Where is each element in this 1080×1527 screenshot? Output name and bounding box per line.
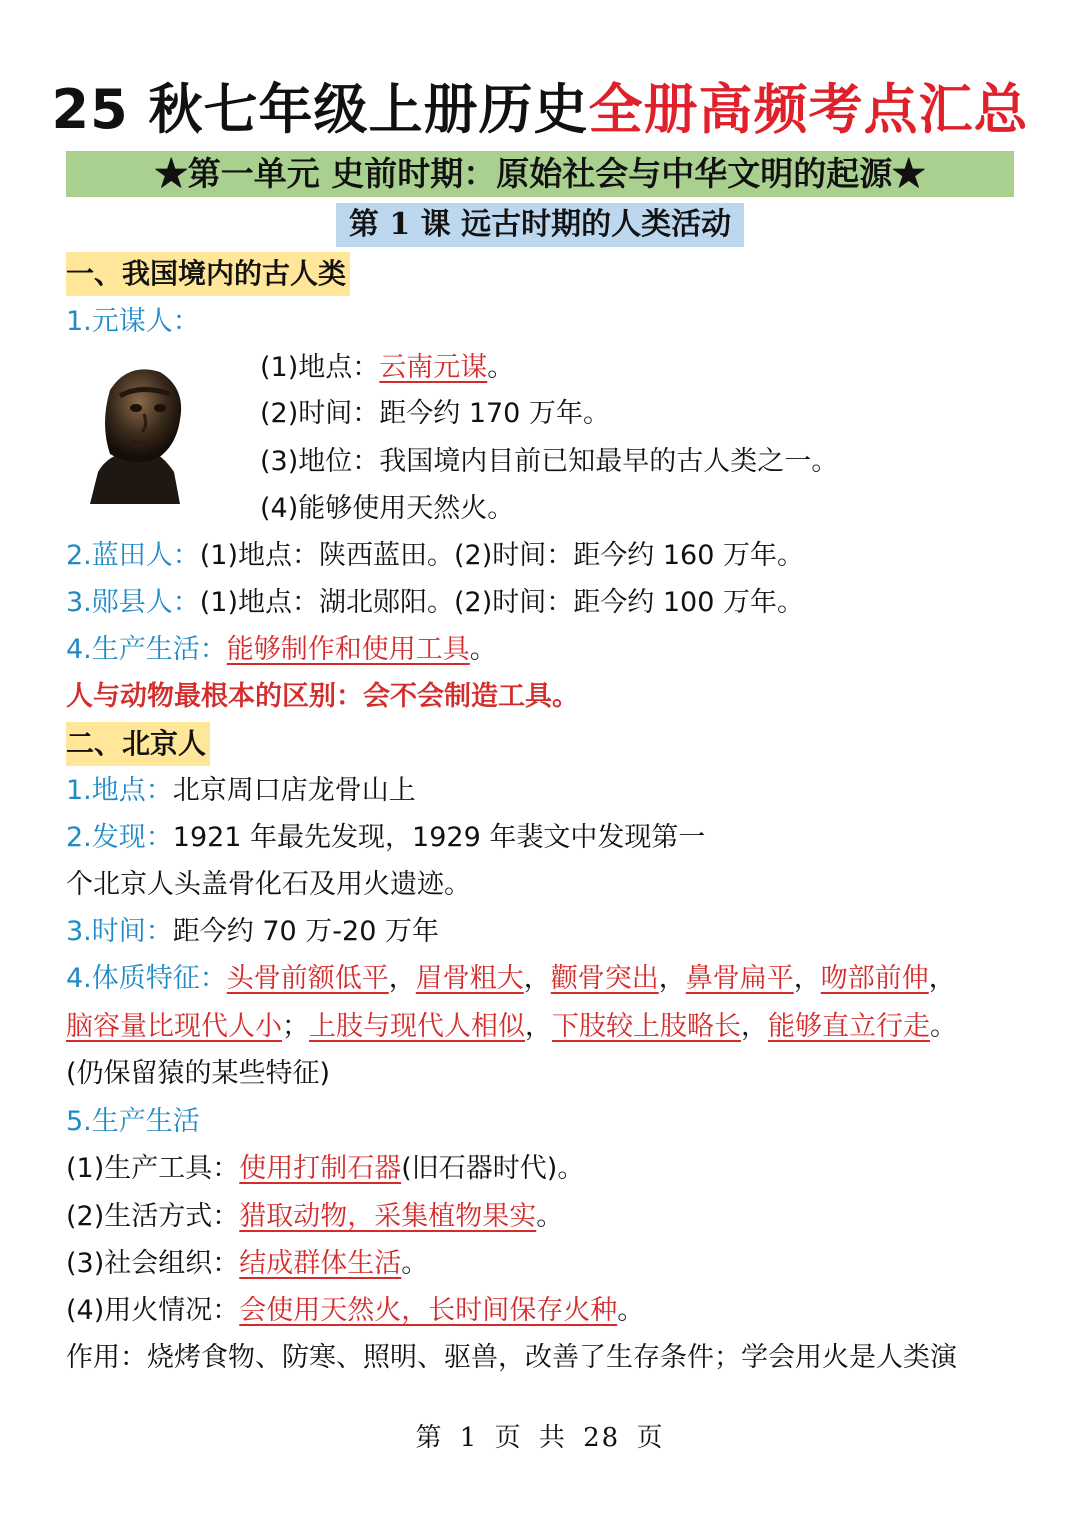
lifestyle-line: (2)生活方式：猎取动物，采集植物果实。	[66, 1201, 564, 1232]
page-footer: 第 1 页 共 28 页	[415, 1423, 665, 1453]
production-value: 能够制作和使用工具	[226, 634, 470, 665]
yuanmou-label-line	[66, 300, 200, 344]
time-label: 3.时间：	[66, 916, 173, 947]
discovery-cont: 个北京人头盖骨化石及用火遗迹。	[66, 869, 471, 900]
yuanmou-location-value: 云南元谋	[379, 352, 488, 383]
yuanmou-label: 1.元谋人：	[66, 306, 200, 337]
effect-line: 作用：烧烤食物、防寒、照明、驱兽，改善了生存条件；学会用火是人类演	[66, 1342, 957, 1373]
life-label: 5.生产生活	[66, 1106, 200, 1137]
features-label: 4.体质特征：	[66, 963, 227, 994]
time-line: 3.时间：距今约 70 万-20 万年	[66, 916, 439, 947]
feature-item: 头骨前额低平	[226, 963, 389, 994]
section-heading-1: 一、我国境内的古人类	[66, 252, 350, 296]
production-label: 4.生产生活：	[66, 634, 227, 665]
title-prefix: 25 秋七年级上册历史	[51, 78, 589, 141]
feature-item: 脑容量比现代人小	[66, 1011, 282, 1042]
features-note: (仍保留猿的某些特征)	[66, 1058, 331, 1089]
section-heading-2: 二、北京人	[66, 722, 210, 766]
title-highlight: 全册高频考点汇总	[588, 78, 1029, 141]
yuanmou-location: (1)地点：云南元谋。	[260, 352, 515, 383]
lesson-heading: 第 1 课 远古时期的人类活动	[336, 203, 744, 247]
lantian-line: 2.蓝田人：(1)地点：陕西蓝田。(2)时间：距今约 160 万年。	[66, 540, 804, 571]
lifestyle-value: 猎取动物，采集植物果实	[239, 1201, 537, 1232]
page-title	[0, 70, 1080, 150]
features-line-1: 4.体质特征：头骨前额低平，眉骨粗大，颧骨突出，鼻骨扁平，吻部前伸，	[66, 963, 956, 994]
feature-item: 鼻骨扁平	[685, 963, 794, 994]
fire-line: (4)用火情况：会使用天然火，长时间保存火种。	[66, 1295, 645, 1326]
yunxian-line: 3.郧县人：(1)地点：湖北郧阳。(2)时间：距今约 100 万年。	[66, 587, 804, 618]
fire-value: 会使用天然火，长时间保存火种	[239, 1295, 618, 1326]
tools-value: 使用打制石器	[239, 1153, 402, 1184]
feature-item: 能够直立行走	[768, 1011, 930, 1042]
feature-item: 眉骨粗大	[415, 963, 524, 994]
tools-line: (1)生产工具：使用打制石器(旧石器时代)。	[66, 1153, 585, 1184]
feature-item: 上肢与现代人相似	[309, 1011, 525, 1042]
place-line: 1.地点：北京周口店龙骨山上	[66, 775, 416, 806]
difference-note: 人与动物最根本的区别：会不会制造工具。	[66, 681, 579, 712]
feature-item: 下肢较上肢略长	[552, 1011, 741, 1042]
feature-item: 颧骨突出	[550, 963, 659, 994]
discovery-line: 2.发现：1921 年最先发现，1929 年裴文中发现第一	[66, 822, 706, 853]
unit-heading: ★第一单元 史前时期：原始社会与中华文明的起源★	[66, 151, 1014, 197]
org-line: (3)社会组织：结成群体生活。	[66, 1248, 429, 1279]
features-line-2: 脑容量比现代人小；上肢与现代人相似，下肢较上肢略长，能够直立行走。	[66, 1011, 957, 1042]
yuanmou-bust-image	[70, 354, 200, 514]
yuanmou-fire: (4)能够使用天然火。	[260, 493, 515, 524]
place-label: 1.地点：	[66, 775, 173, 806]
discovery-label: 2.发现：	[66, 822, 173, 853]
feature-item: 吻部前伸	[820, 963, 929, 994]
org-value: 结成群体生活	[239, 1248, 402, 1279]
production-line: 4.生产生活：能够制作和使用工具。	[66, 634, 497, 665]
yuanmou-time: (2)时间：距今约 170 万年。	[260, 398, 610, 429]
lantian-label: 2.蓝田人：	[66, 540, 200, 571]
yuanmou-status: (3)地位：我国境内目前已知最早的古人类之一。	[260, 446, 839, 477]
yunxian-label: 3.郧县人：	[66, 587, 200, 618]
